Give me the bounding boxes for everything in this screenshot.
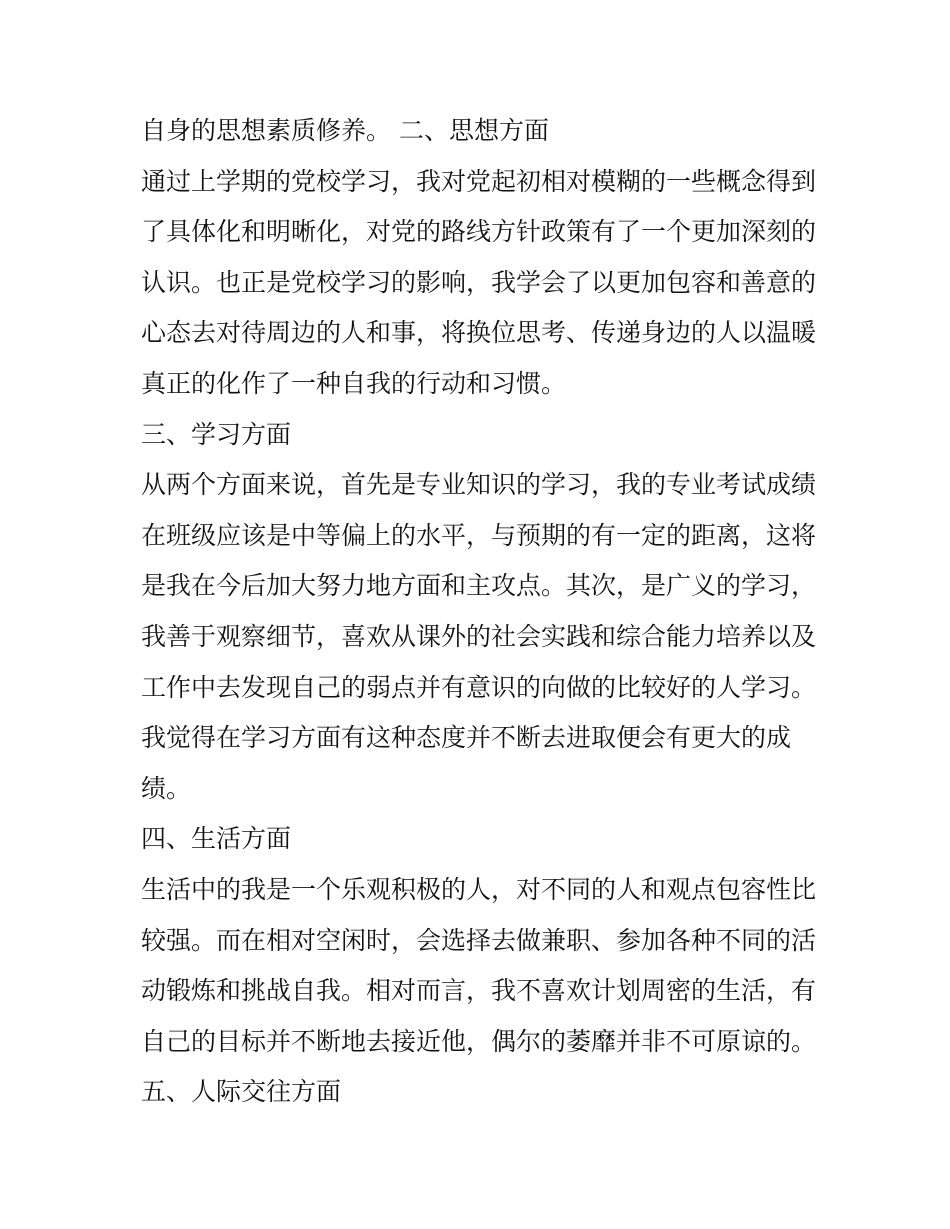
text-line: 了具体化和明晰化，对党的路线方针政策有了一个更加深刻的 — [141, 217, 817, 247]
text-line: 绩。 — [141, 773, 192, 803]
text-line: 较强。而在相对空闲时，会选择去做兼职、参加各种不同的活 — [141, 925, 817, 955]
text-line: 我善于观察细节，喜欢从课外的社会实践和综合能力培养以及 — [141, 621, 817, 651]
document-body — [141, 106, 821, 1118]
text-line: 通过上学期的党校学习，我对党起初相对模糊的一些概念得到 — [141, 166, 817, 196]
text-line: 工作中去发现自己的弱点并有意识的向做的比较好的人学习。 — [141, 672, 817, 702]
text-line: 在班级应该是中等偏上的水平，与预期的有一定的距离，这将 — [141, 520, 817, 550]
text-line: 生活中的我是一个乐观积极的人，对不同的人和观点包容性比 — [141, 874, 817, 904]
section-heading: 五、人际交往方面 — [141, 1077, 342, 1107]
text-line: 从两个方面来说，首先是专业知识的学习，我的专业考试成绩 — [141, 470, 817, 500]
text-line: 是我在今后加大努力地方面和主攻点。其次，是广义的学习， — [141, 571, 817, 601]
text-line: 我觉得在学习方面有这种态度并不断去进取便会有更大的成 — [141, 723, 792, 753]
text-line: 动锻炼和挑战自我。相对而言，我不喜欢计划周密的生活，有 — [141, 976, 817, 1006]
text-line: 真正的化作了一种自我的行动和习惯。 — [141, 368, 567, 398]
section-heading: 四、生活方面 — [141, 824, 292, 854]
text-line: 自身的思想素质修养。 二、思想方面 — [141, 116, 549, 145]
text-line: 自己的目标并不断地去接近他，偶尔的萎靡并非不可原谅的。 — [141, 1026, 817, 1056]
text-line: 认识。也正是党校学习的影响，我学会了以更加包容和善意的 — [141, 267, 817, 297]
section-heading: 三、学习方面 — [141, 419, 292, 449]
text-line: 心态去对待周边的人和事，将换位思考、传递身边的人以温暖 — [141, 318, 817, 348]
